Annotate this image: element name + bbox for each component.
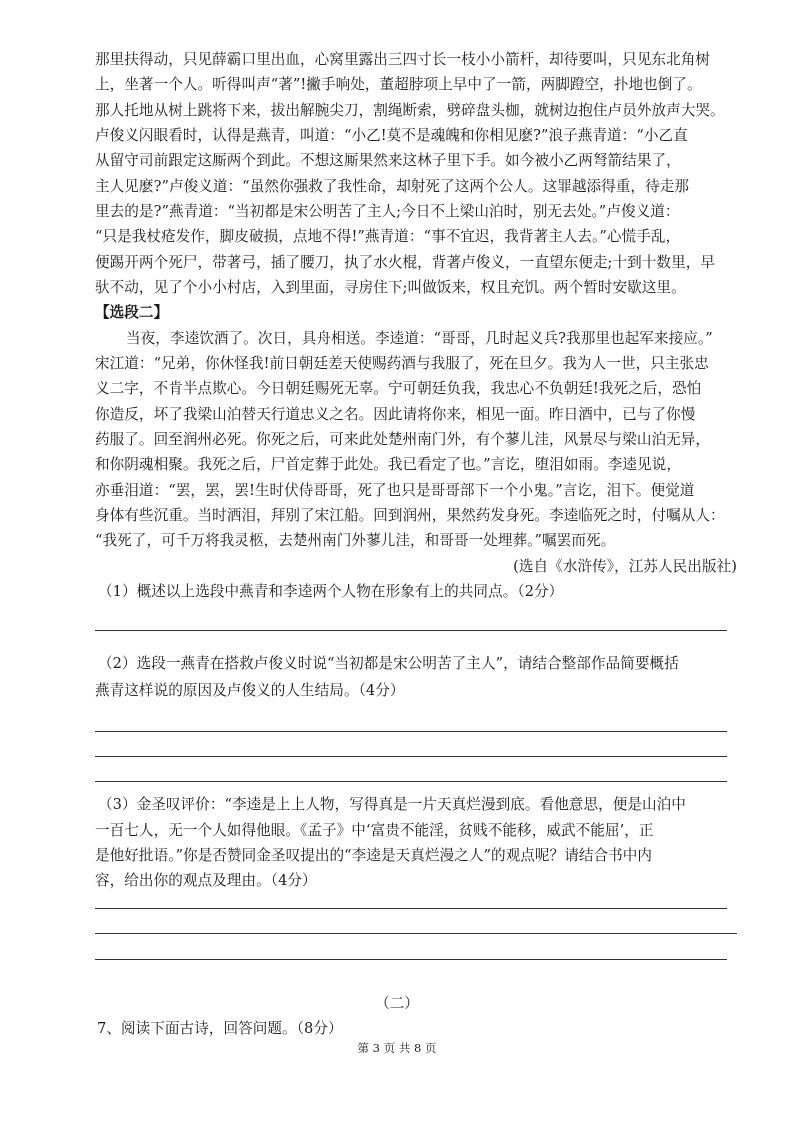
passage2-line: 药服了。回至润州必死。你死之后，可来此处楚州南门外，有个蓼儿洼，风景尽与梁山泊无异， bbox=[95, 431, 711, 448]
answer-line[interactable] bbox=[95, 630, 727, 631]
passage1-line: 主人见麽?”卢俊义道：“虽然你强救了我性命，却射死了这两个公人。这罪越添得重，待走那 bbox=[95, 178, 690, 195]
passage2-line: “我死了，可千万将我灵柩，去楚州南门外蓼儿洼，和哥哥一处埋葬。”嘱罢而死。 bbox=[95, 532, 616, 549]
passage2-line: 义二字，不肯半点欺心。今日朝廷赐死无辜。宁可朝廷负我，我忠心不负朝廷!我死之后，恐怕 bbox=[95, 380, 702, 397]
section2-title: 【选段二】 bbox=[95, 304, 169, 321]
passage1-line: 那人托地从树上跳将下来，拔出解腕尖刀，割绳断索，劈碎盘头枷，就树边抱住卢员外放声大哭。 bbox=[95, 102, 725, 119]
passage1-line: 卢俊义闪眼看时，认得是燕青，叫道：“小乙!莫不是魂魄和你相见麽?”浪子燕青道：“小乙直 bbox=[95, 127, 688, 144]
passage1-line: 驮不动，见了个小小村店，入到里面，寻房住下;叫做饭来，权且充饥。两个暂时安歇这里。 bbox=[95, 279, 686, 296]
page-footer: 第 3 页 共 8 页 bbox=[357, 1041, 437, 1055]
passage2-line: 和你阴魂相聚。我死之后，尸首定葬于此处。我已看定了也。”言讫，堕泪如雨。李逵见说， bbox=[95, 456, 681, 473]
question-1: （1）概述以上选段中燕青和李逵两个人物在形象有上的共同点。（2分） bbox=[98, 583, 564, 600]
passage2-line: 宋江道：“兄弟，你休怪我!前日朝廷差天使赐药酒与我服了，死在旦夕。我为人一世，只主张忠 bbox=[95, 355, 709, 372]
answer-line[interactable] bbox=[95, 756, 727, 757]
answer-line[interactable] bbox=[95, 781, 727, 782]
answer-line[interactable] bbox=[95, 731, 727, 732]
answer-line[interactable] bbox=[95, 908, 727, 909]
passage2-line: 你造反，坏了我梁山泊替天行道忠义之名。因此请将你来，相见一面。昨日酒中，已与了你慢 bbox=[95, 406, 696, 423]
passage2-first-line: 当夜，李逵饮酒了。次日，具舟相送。李逵道：“哥哥，几时起义兵?我那里也起军来接应。” bbox=[126, 330, 713, 347]
passage1-line: 里去的是?”燕青道：“当初都是宋公明苦了主人;今日不上梁山泊时，别无去处。”卢俊义道： bbox=[95, 203, 680, 220]
question-7: 7、阅读下面古诗，回答问题。（8分） bbox=[97, 1020, 343, 1037]
passage1-line: 从留守司前跟定这厮两个到此。不想这厮果然来这林子里下手。如今被小乙两弩箭结果了， bbox=[95, 152, 681, 169]
source-citation: (选自《水浒传》，江苏人民出版社) bbox=[513, 558, 737, 575]
passage2-line: 亦垂泪道：“罢，罢，罢!生时伏侍哥哥，死了也只是哥哥部下一个小鬼。”言讫，泪下。便觉道 bbox=[95, 482, 695, 499]
question-3-line: 是他好批语。”你是否赞同金圣叹提出的“李逵是天真烂漫之人”的观点呢？请结合书中内 bbox=[95, 847, 653, 864]
question-2-line: 燕青这样说的原因及卢俊义的人生结局。（4分） bbox=[95, 682, 405, 699]
answer-line[interactable] bbox=[95, 959, 727, 960]
passage2-line: 身体有些沉重。当时洒泪，拜别了宋江船。回到润州，果然药发身死。李逵临死之时，付嘱从人： bbox=[95, 507, 725, 524]
passage1-line: “只是我杖疮发作，脚皮破损，点地不得!”燕青道：“事不宜迟，我背著主人去。”心慌手乱， bbox=[95, 228, 681, 245]
passage1-line: 上，坐著一个人。听得叫声“著”!撇手响处，董超脖项上早中了一箭，两脚蹬空，扑地也倒了。 bbox=[95, 76, 702, 93]
question-3-line: 一百七人，无一个人如得他眼。《孟子》中‘富贵不能淫，贫贱不能移，威武不能屈’，正 bbox=[95, 822, 654, 839]
passage1-line: 便踢开两个死尸，带著弓，插了腰刀，执了水火棍，背著卢俊义，一直望东便走;十到十数里，早 bbox=[95, 254, 716, 271]
question-2-line: （2）选段一燕青在搭救卢俊义时说“当初都是宋公明苦了主人”，请结合整部作品简要概括 bbox=[98, 655, 679, 672]
answer-line[interactable] bbox=[95, 933, 737, 934]
question-3-line: 容，给出你的观点及理由。（4分） bbox=[95, 872, 317, 889]
question-3-line: （3）金圣叹评价：“李逵是上上人物，写得真是一片天真烂漫到底。看他意思，便是山泊中 bbox=[98, 796, 686, 813]
passage1-line: 那里扶得动，只见薛霸口里出血，心窝里露出三四寸长一枝小小箭杆，却待要叫，只见东北角树 bbox=[95, 51, 711, 68]
part-label: （二） bbox=[375, 995, 419, 1012]
